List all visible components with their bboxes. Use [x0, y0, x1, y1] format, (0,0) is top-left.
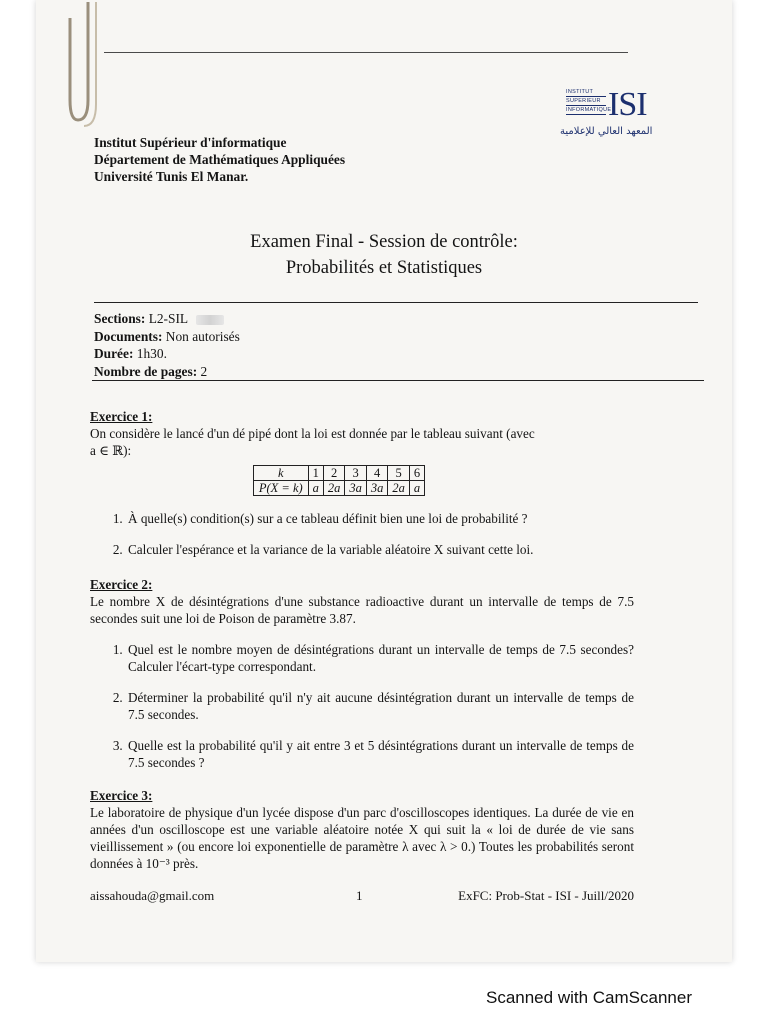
exercise-3-title: Exercice 3:	[90, 788, 153, 803]
pages-label: Nombre de pages:	[94, 363, 198, 379]
exercise-3-intro: Le laboratoire de physique d'un lycée dispose d'un parc d'oscilloscopes identiques. La durée de vie en années d'un oscilloscope est une variable aléatoire notée X qui suit la « loi de durée de vie sans vieillissement » (ou encore loi exponentielle de paramètre λ avec λ > 0.) Toutes les probabilités seront données à 10⁻³ près.	[90, 805, 634, 871]
page-footer	[90, 888, 634, 906]
sections-value: L2-SIL	[148, 311, 189, 326]
table-cell: 3a	[366, 481, 388, 496]
exam-subject: Probabilités et Statistiques	[285, 258, 483, 278]
top-rule	[104, 52, 628, 53]
documents-value: Non autorisés	[165, 328, 240, 344]
logo-line: INFORMATIQUE	[566, 107, 612, 113]
exercise-2-intro: Le nombre X de désintégrations d'une substance radioactive durant un intervalle de temps de 7.5 secondes suit une loi de Poison de paramètre 3.87.	[90, 594, 634, 626]
table-cell: a	[409, 481, 424, 496]
sections-label: Sections:	[94, 311, 146, 326]
probability-table	[253, 465, 425, 496]
institution-name: Institut Supérieur d'informatique	[94, 135, 287, 150]
redacted-mark	[196, 315, 224, 325]
logo-arabic-text: المعهد العالي للإعلامية	[560, 126, 653, 137]
table-cell: a	[308, 481, 323, 496]
department-name: Département de Mathématiques Appliquées	[94, 152, 346, 167]
table-cell: 5	[388, 466, 410, 481]
exercise-1-intro-b: a ∈ ℝ):	[90, 443, 132, 458]
list-item: 2. Calculer l'espérance et la variance de la variable aléatoire X suivant cette loi.	[126, 541, 634, 558]
exercise-1-intro-a: On considère le lancé d'un dé pipé dont la loi est donnée par le tableau suivant (avec	[90, 426, 535, 441]
paper-clip-icon	[66, 0, 116, 130]
exam-title: Examen Final - Session de contrôle:	[250, 232, 518, 252]
exam-body	[90, 408, 634, 872]
logo-isi-text: ISI	[608, 86, 647, 123]
logo-line: SUPERIEUR	[566, 97, 606, 106]
exam-meta	[94, 310, 240, 380]
footer-email: aissahouda@gmail.com	[90, 888, 215, 903]
university-name: Université Tunis El Manar.	[94, 169, 249, 184]
list-item: 1. À quelle(s) condition(s) sur a ce tableau définit bien une loi de probabilité ?	[126, 510, 634, 527]
meta-top-rule	[94, 302, 698, 303]
institution-header	[94, 134, 345, 185]
footer-course: ExFC: Prob-Stat - ISI - Juill/2020	[458, 888, 634, 903]
table-cell: P(X = k)	[254, 481, 309, 496]
exercise-1-intro	[90, 425, 634, 459]
table-cell: k	[254, 466, 309, 481]
table-cell: 3	[345, 466, 367, 481]
list-item: 1. Quel est le nombre moyen de désintégrations durant un intervalle de temps de 7.5 secondes? Calculer l'écart-type correspondant.	[126, 641, 634, 675]
table-row	[254, 466, 425, 481]
pages-value: 2	[200, 363, 208, 379]
duration-label: Durée:	[94, 346, 134, 361]
documents-label: Documents:	[94, 328, 163, 344]
table-cell: 3a	[345, 481, 367, 496]
footer-page-number: 1	[356, 888, 363, 903]
exercise-1-title: Exercice 1:	[90, 409, 153, 424]
exercise-1-questions	[90, 510, 634, 558]
table-row	[254, 481, 425, 496]
table-cell: 6	[409, 466, 424, 481]
list-item: 3. Quelle est la probabilité qu'il y ait entre 3 et 5 désintégrations durant un intervalle de temps de 7.5 secondes ?	[126, 737, 634, 771]
isi-logo	[560, 86, 653, 148]
list-item: 2. Déterminer la probabilité qu'il n'y ait aucune désintégration durant un intervalle de temps de 7.5 secondes.	[126, 689, 634, 723]
table-cell: 2a	[388, 481, 410, 496]
logo-line: INSTITUT	[566, 88, 606, 97]
table-cell: 2	[323, 466, 345, 481]
exercise-2-title: Exercice 2:	[90, 577, 153, 592]
table-cell: 4	[366, 466, 388, 481]
duration-value: 1h30.	[136, 346, 167, 361]
table-cell: 2a	[323, 481, 345, 496]
camscanner-watermark: Scanned with CamScanner	[485, 988, 692, 1007]
table-cell: 1	[308, 466, 323, 481]
exercise-2-questions	[90, 641, 634, 771]
meta-bottom-rule	[92, 380, 704, 381]
